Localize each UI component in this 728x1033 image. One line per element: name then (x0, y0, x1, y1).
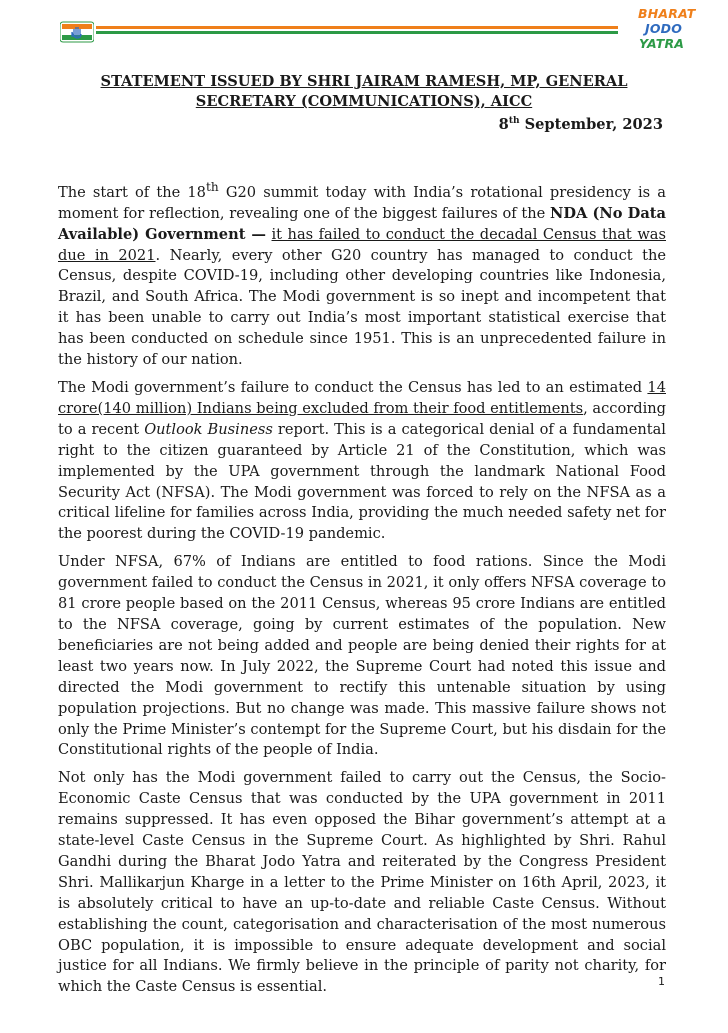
brand-line-1: BHARAT (638, 6, 696, 21)
paragraph-2 (58, 378, 666, 545)
date-rest: September, 2023 (519, 116, 663, 133)
congress-hand-logo-icon (60, 20, 94, 44)
title-line-1: STATEMENT ISSUED BY SHRI JAIRAM RAMESH, MP, GENERAL (100, 73, 628, 90)
p1-text-b: G20 summit today with India’s rotational presidency is a moment for reflection, revealing one of the biggest failures of the (58, 183, 666, 222)
bharat-jodo-yatra-logo (636, 6, 696, 58)
date-day: 8 (498, 116, 509, 133)
p2-text-c: report. This is a categorical denial of a fundamental right to the citizen guaranteed by Article 21 of the Constitution, which was implemented by the UPA government through the landmark National Food Security Act (NFSA). The Modi government was forced to rely on the NFSA as a critical lifeline for families across India, providing the much needed safety net for the poorest during the COVID-19 pandemic. (58, 420, 666, 543)
paragraph-3: Under NFSA, 67% of Indians are entitled to food rations. Since the Modi government failed to conduct the Census in 2021, it only offers NFSA coverage to 81 crore people based on the 2011 Census, whereas 95 crore Indians are entitled to the NFSA coverage, going by current estimates of the population. New beneficiaries are not being added and people are being denied their rights for at least two years now. In July 2022, the Supreme Court had noted this issue and directed the Modi government to rectify this untenable situation by using population projections. But no change was made. This massive failure shows not only the Prime Minister’s contempt for the Supreme Court, but his disdain for the Constitutional rights of the people of India. (58, 553, 666, 759)
p1-text-a: The start of the 18 (58, 183, 206, 201)
p1-text-d: . Nearly, every other G20 country has managed to conduct the Census, despite COVID-19, including other developing countries like Indonesia, Brazil, and South Africa. The Modi government is so inept and incompetent that it has been unable to carry out India’s most important statistical exercise that has been conducted on schedule since 1951. This is an unprecedented failure in the history of our nation. (58, 246, 666, 369)
p2-italic: Outlook Business (144, 420, 273, 438)
paragraph-1 (58, 177, 666, 371)
p1-bold: NDA (No Data Available) Government — (58, 204, 666, 243)
statement-title (60, 72, 668, 112)
tricolor-stripe-green (96, 31, 618, 34)
statement-date (499, 116, 663, 133)
date-suffix: th (508, 116, 520, 127)
p1-underlined: it has failed to conduct the decadal Census that was due in 2021 (58, 225, 666, 264)
paragraph-4: Not only has the Modi government failed to carry out the Census, the Socio-Economic Caste Census that was conducted by the UPA government in 2011 remains suppressed. It has even opposed the Bihar government’s attempt at a state-level Caste Census in the Supreme Court. As highlighted by Shri. Rahul Gandhi during the Bharat Jodo Yatra and reiterated by the Congress President Shri. Mallikarjun Kharge in a letter to the Prime Minister on 16th April, 2023, it is absolutely critical to have an up-to-date and reliable Caste Census. Without establishing the count, categorisation and characterisation of the most numerous OBC population, it is impossible to ensure adequate development and social justice for all Indians. We firmly believe in the principle of parity not charity, for which the Caste Census is essential. (58, 769, 666, 996)
p2-underlined: 14 crore(140 million) Indians being excluded from their food entitlements (58, 379, 666, 417)
brand-line-3: YATRA (639, 36, 685, 51)
p1-sup: th (205, 180, 219, 194)
statement-body (58, 177, 666, 1005)
title-line-2: SECRETARY (COMMUNICATIONS), AICC (195, 93, 533, 110)
brand-line-2: JODO (645, 21, 683, 36)
p2-text-b: , according to a recent (58, 399, 666, 438)
p2-text-a: The Modi government’s failure to conduct the Census has led to an estimated (58, 379, 648, 397)
page-number: 1 (658, 975, 665, 988)
letterhead (0, 0, 728, 60)
